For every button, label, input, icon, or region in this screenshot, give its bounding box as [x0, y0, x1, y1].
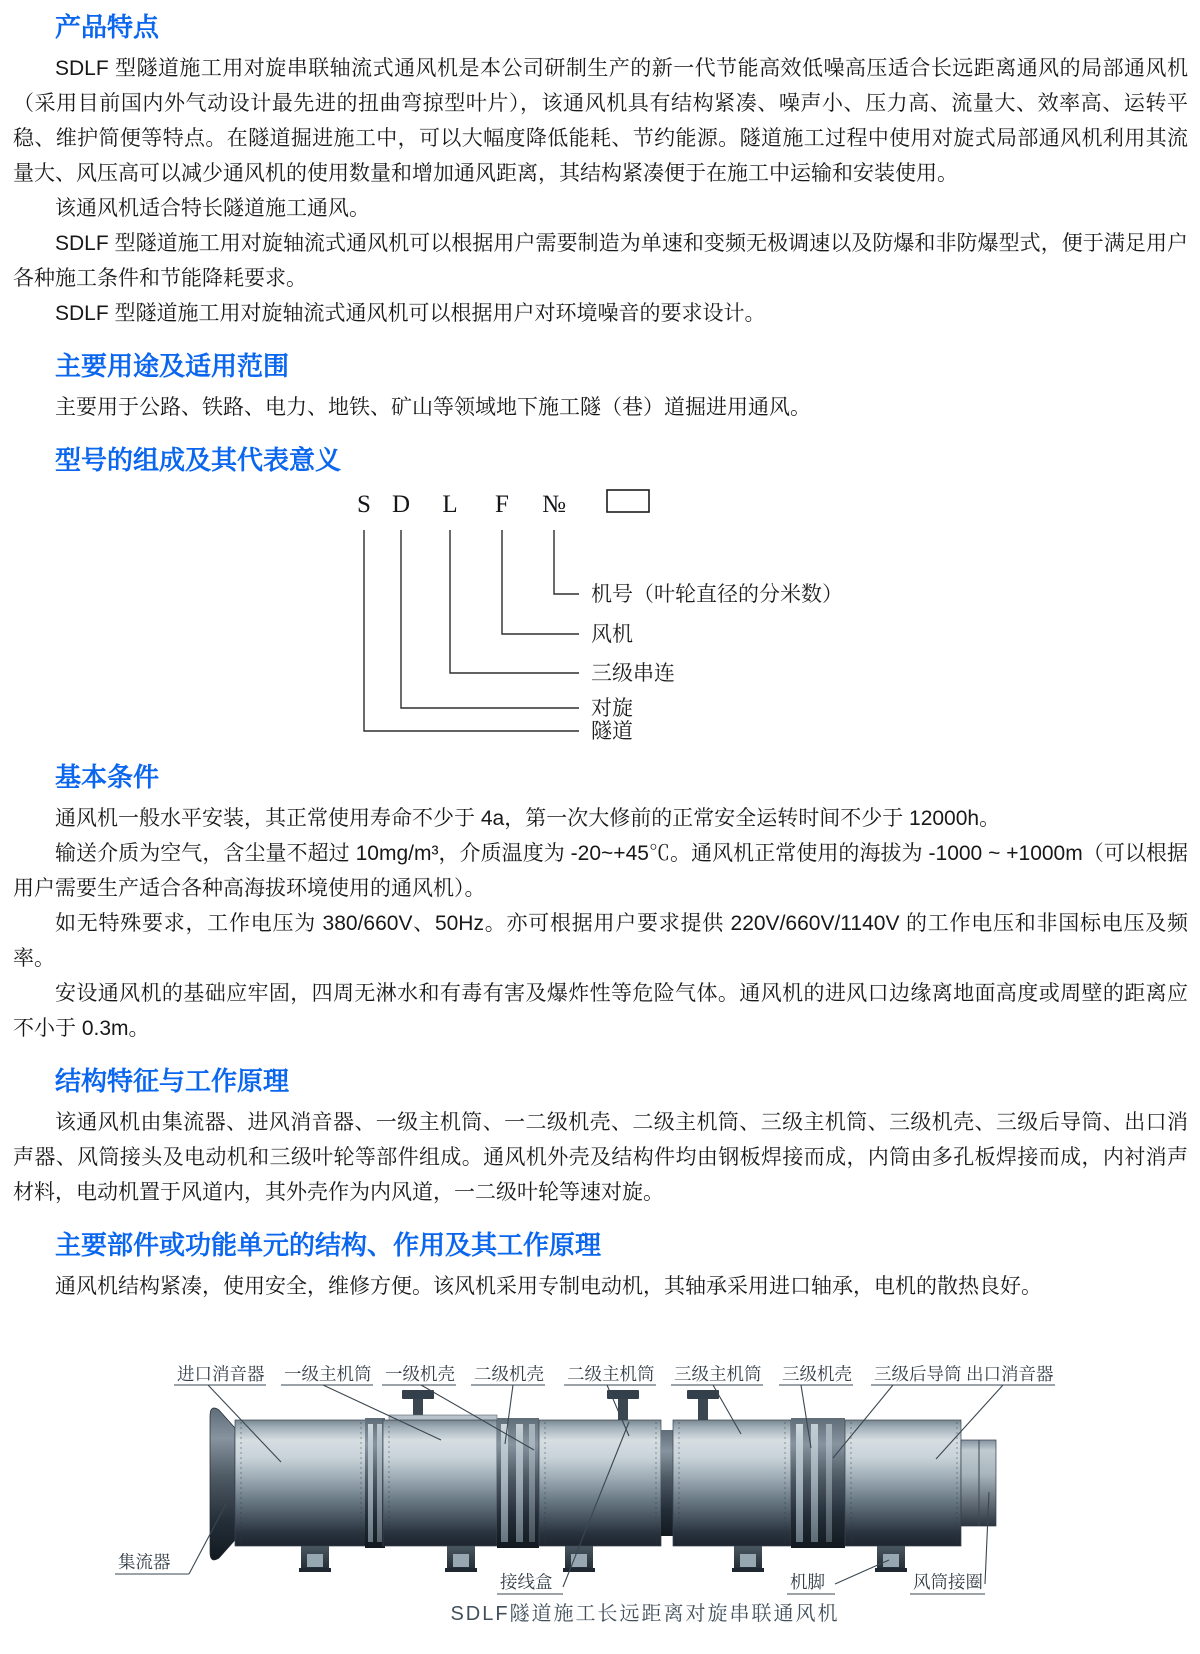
label-fan: 风机 — [591, 623, 633, 646]
flange-slot — [377, 1424, 382, 1542]
label-stage3-rear-duct: 三级后导筒 — [874, 1364, 962, 1384]
label-outlet-silencer: 出口消音器 — [966, 1364, 1054, 1384]
model-number-box — [607, 490, 649, 512]
heading-basic-conditions: 基本条件 — [55, 762, 160, 792]
machine-foot — [445, 1546, 477, 1572]
model-letter-s: S — [357, 491, 371, 518]
connector-tunnel — [364, 530, 579, 731]
label-series3: 三级串连 — [591, 662, 675, 685]
machine-foot — [875, 1546, 907, 1572]
machine-feet — [299, 1546, 907, 1572]
stage1-barrel — [383, 1420, 497, 1546]
inlet-silencer-barrel — [235, 1420, 367, 1546]
label-contra: 对旋 — [591, 697, 633, 720]
model-number-diagram-svg — [13, 484, 1200, 742]
fan-assembly-diagram — [13, 1332, 1200, 1634]
paragraph: 通风机一般水平安装，其正常使用寿命不少于 4a，第一次大修前的正常安全运转时间不少于 12000h。 — [55, 807, 1001, 830]
label-stage2-main-barrel: 二级主机筒 — [567, 1364, 655, 1384]
heading-structure-principle: 结构特征与工作原理 — [55, 1066, 290, 1096]
heading-main-usage: 主要用途及适用范围 — [55, 351, 290, 381]
paragraph: 通风机结构紧凑，使用安全，维修方便。该风机采用专制电动机，其轴承采用进口轴承，电机的散热良好。 — [55, 1275, 1042, 1298]
label-duct-ring: 风筒接圈 — [913, 1572, 983, 1592]
label-inlet-silencer: 进口消音器 — [177, 1364, 265, 1384]
connector-contra — [401, 530, 579, 708]
model-number-diagram — [13, 484, 1200, 742]
model-letter-f: F — [495, 491, 509, 518]
label-machine-no: 机号（叶轮直径的分米数） — [591, 583, 843, 606]
flange-slot — [826, 1424, 832, 1542]
label-tunnel: 隧道 — [591, 720, 633, 742]
label-stage1-casing: 一级机壳 — [385, 1364, 455, 1384]
label-stage1-main-barrel: 一级主机筒 — [284, 1364, 372, 1384]
label-junction-box: 接线盒 — [500, 1572, 553, 1592]
paragraph: SDLF 型隧道施工用对旋轴流式通风机可以根据用户需要制造为单速和变频无极调速以及防爆和非防爆型式，便于满足用户各种施工条件和节能降耗要求。 — [13, 232, 1188, 290]
flange-slot — [811, 1424, 818, 1542]
fan-body — [210, 1408, 996, 1560]
fan-assembly-svg — [13, 1332, 1200, 1634]
heading-model-composition: 型号的组成及其代表意义 — [55, 445, 342, 475]
label-collector: 集流器 — [118, 1552, 171, 1572]
outlet-silencer-barrel — [845, 1420, 961, 1546]
flange-slot — [529, 1424, 535, 1542]
model-letter-d: D — [391, 491, 411, 518]
model-connector-lines — [364, 530, 579, 731]
label-stage2-casing: 二级机壳 — [474, 1364, 544, 1384]
fan-diagram-caption: SDLF隧道施工长远距离对旋串联通风机 — [450, 1603, 840, 1625]
paragraph: SDLF 型隧道施工用对旋轴流式通风机可以根据用户对环境噪音的要求设计。 — [55, 302, 766, 325]
paragraph: 主要用于公路、铁路、电力、地铁、矿山等领域地下施工隧（巷）道掘进用通风。 — [55, 396, 811, 419]
paragraph: 该通风机适合特长隧道施工通风。 — [55, 197, 370, 220]
machine-foot — [563, 1546, 595, 1572]
paragraph: 安设通风机的基础应牢固，四周无淋水和有毒有害及爆炸性等危险气体。通风机的进风口边缘离地面高度或周壁的距离应不小于 0.3m。 — [13, 982, 1188, 1040]
connector-machine-no — [554, 530, 579, 594]
label-stage3-casing: 三级机壳 — [782, 1364, 852, 1384]
paragraph: 如无特殊要求，工作电压为 380/660V、50Hz。亦可根据用户要求提供 220V/660V/1140V 的工作电压和非国标电压及频率。 — [13, 912, 1188, 970]
model-letter-l: L — [442, 491, 458, 518]
inlet-collector-bell — [210, 1408, 235, 1560]
heading-product-features: 产品特点 — [55, 12, 160, 42]
stage3-barrel — [673, 1420, 791, 1546]
flange-slot — [796, 1424, 803, 1542]
heading-main-parts: 主要部件或功能单元的结构、作用及其工作原理 — [55, 1230, 602, 1260]
stage2-barrel — [539, 1420, 661, 1546]
label-stage3-main-barrel: 三级主机筒 — [674, 1364, 762, 1384]
paragraph: 输送介质为空气，含尘量不超过 10mg/m³，介质温度为 -20~+45℃。通风机正常使用的海拔为 -1000 ~ +1000m（可以根据用户需要生产适合各种高海拔环境使用的通风机）。 — [13, 842, 1188, 900]
model-meaning-labels — [591, 583, 843, 742]
model-letter-no: № — [542, 491, 566, 518]
machine-foot — [732, 1546, 764, 1572]
paragraph: SDLF 型隧道施工用对旋串联轴流式通风机是本公司研制生产的新一代节能高效低噪高压适合长远距离通风的局部通风机（采用目前国内外气动设计最先进的扭曲弯掠型叶片），该通风机具有结构紧凑、噪声小、压力高、流量大、效率高、运转平稳、维护简便等特点。在隧道掘进施工中，可以大幅度降低能耗、节约能源。隧道施工过程中使用对旋式局部通风机利用其流量大、风压高可以减少通风机的使用数量和增加通风距离，其结构紧凑便于在施工中运输和安装使用。 — [13, 57, 1188, 185]
junction-box-3 — [687, 1390, 719, 1422]
connector-series3 — [450, 530, 579, 673]
machine-foot — [299, 1546, 331, 1572]
label-machine-foot: 机脚 — [790, 1572, 825, 1592]
flange-slot — [501, 1424, 508, 1542]
connector-fan — [502, 530, 579, 634]
model-letters — [357, 490, 649, 518]
paragraph: 该通风机由集流器、进风消音器、一级主机筒、一二级机壳、二级主机筒、三级主机筒、三级机壳、三级后导筒、出口消声器、风筒接头及电动机和三级叶轮等部件组成。通风机外壳及结构件均由钢板焊接而成，内筒由多孔板焊接而成，内衬消声材料，电动机置于风道内，其外壳作为内风道，一二级叶轮等速对旋。 — [13, 1111, 1188, 1204]
flange-slot — [368, 1424, 373, 1542]
